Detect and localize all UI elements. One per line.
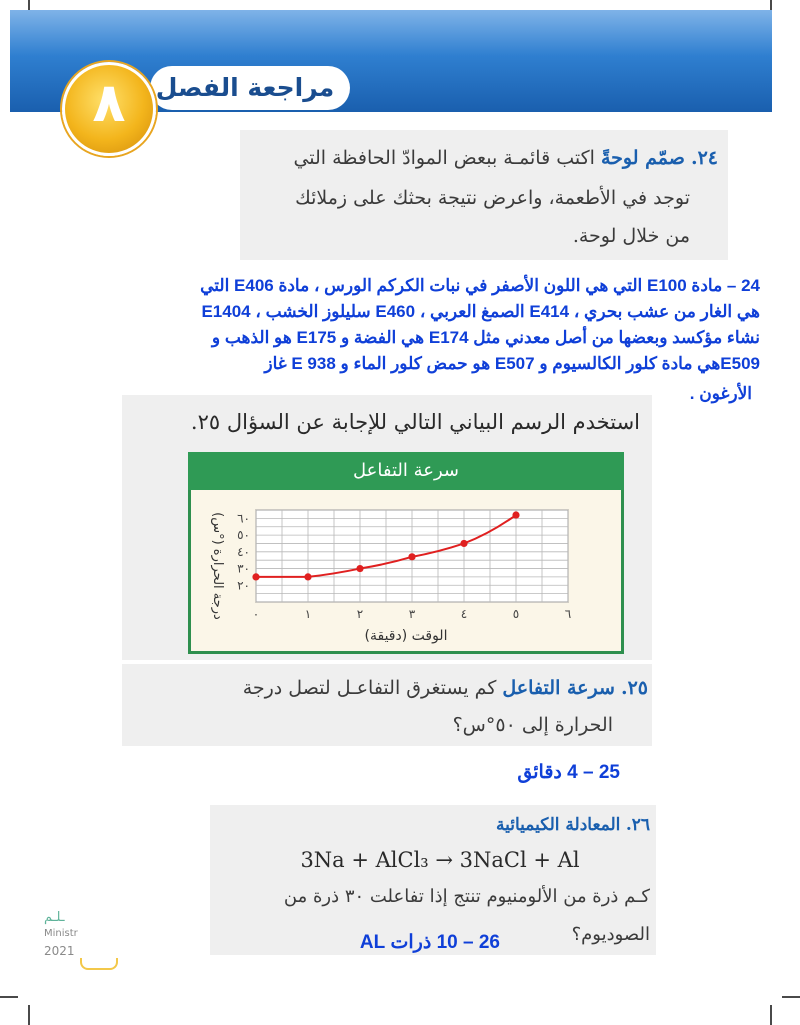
x-tick-labels bbox=[253, 607, 571, 621]
crop-mark bbox=[0, 996, 18, 998]
chapter-number: ٨ bbox=[92, 71, 126, 134]
page-title: مراجعة الفصل bbox=[155, 73, 335, 102]
y-tick-label: ٣٠ bbox=[237, 561, 250, 576]
footer-tab bbox=[80, 958, 118, 970]
question-26-number: ٢٦. bbox=[625, 815, 650, 835]
answer-25: 25 – 4 دقائق bbox=[517, 762, 620, 783]
x-tick-label: ٠ bbox=[252, 607, 260, 621]
data-point bbox=[460, 540, 467, 547]
question-25-number: ٢٥. bbox=[620, 677, 648, 699]
question-25-label: سرعة التفاعل bbox=[502, 677, 615, 699]
y-tick-label: ٢٠ bbox=[237, 578, 250, 593]
data-point bbox=[356, 565, 363, 572]
x-tick-label: ٢ bbox=[356, 607, 364, 621]
question-24-label: صمّم لوحةً bbox=[600, 147, 685, 169]
y-tick-label: ٤٠ bbox=[237, 544, 250, 559]
ministry-label: Ministr bbox=[44, 928, 78, 939]
chemical-equation: 3Na + AlCl₃ → 3NaCl + Al bbox=[300, 848, 580, 872]
x-tick-label: ٣ bbox=[408, 607, 416, 621]
question-26-heading bbox=[420, 810, 650, 840]
data-point bbox=[252, 573, 259, 580]
x-tick-label: ٤ bbox=[460, 607, 468, 621]
reaction-rate-chart bbox=[188, 490, 624, 650]
chart-title: سرعة التفاعل bbox=[352, 460, 459, 481]
y-tick-labels bbox=[237, 511, 250, 592]
chart-instruction: استخدم الرسم البياني التالي للإجابة عن السؤال ٢٥. bbox=[190, 410, 640, 434]
x-tick-label: ١ bbox=[304, 607, 312, 621]
question-25-line1 bbox=[128, 670, 648, 706]
question-26-text2: الصوديوم؟ bbox=[571, 924, 650, 945]
x-axis-label: الوقت (دقيقة) bbox=[364, 628, 448, 644]
data-point bbox=[512, 511, 519, 518]
question-24-line1 bbox=[250, 140, 718, 176]
y-tick-label: ٦٠ bbox=[237, 511, 250, 526]
question-24-text3: من خلال لوحة. bbox=[572, 225, 690, 247]
question-24-text2: توجد في الأطعمة، واعرض نتيجة بحثك على زملائك bbox=[295, 187, 690, 209]
question-26-text1: كـم ذرة من الألومنيوم تنتج إذا تفاعلت ٣٠ ذرة من bbox=[283, 886, 650, 907]
answer-24-line2: هي الغار من عشب بحري ، E414 الصمغ العربي ، E460 سليلوز الخشب ، E1404 bbox=[201, 302, 760, 321]
crop-mark bbox=[782, 996, 800, 998]
answer-24-line3: نشاء مؤكسد وبعضها من أصل معدني مثل E174 هي الفضة و E175 هو الذهب و bbox=[211, 328, 760, 347]
answer-24-line1: 24 – مادة E100 التي هي اللون الأصفر في نبات الكركم الورس ، مادة E406 التي bbox=[200, 276, 760, 295]
x-tick-label: ٦ bbox=[564, 607, 572, 621]
crop-mark bbox=[770, 1005, 772, 1025]
answer-24-line5: الأرغون . bbox=[689, 384, 752, 403]
question-26-label: المعادلة الكيميائية bbox=[495, 815, 621, 835]
y-tick-label: ٥٠ bbox=[237, 528, 250, 543]
footer-year: 2021 bbox=[44, 944, 75, 958]
y-axis-label: درجة الحرارة (°س) bbox=[210, 512, 225, 620]
data-point bbox=[304, 573, 311, 580]
crop-mark bbox=[28, 1005, 30, 1025]
x-tick-label: ٥ bbox=[512, 607, 520, 621]
data-point bbox=[408, 553, 415, 560]
answer-24-line4: E509هي مادة كلور الكالسيوم و E507 هو حمض كلور الماء و E 938 غاز bbox=[264, 354, 760, 373]
question-25-text2: الحرارة إلى ٥٠°س؟ bbox=[452, 714, 613, 736]
question-24-number: ٢٤. bbox=[690, 147, 718, 169]
question-25-text1: كم يستغرق التفاعـل لتصل درجة bbox=[242, 677, 497, 699]
question-24-text1: اكتب قائمـة ببعض الموادّ الحافظة التي bbox=[293, 147, 595, 169]
ministry-logo-text: ـلـم bbox=[44, 910, 65, 925]
answer-26: 26 – 10 ذرات AL bbox=[359, 932, 500, 953]
